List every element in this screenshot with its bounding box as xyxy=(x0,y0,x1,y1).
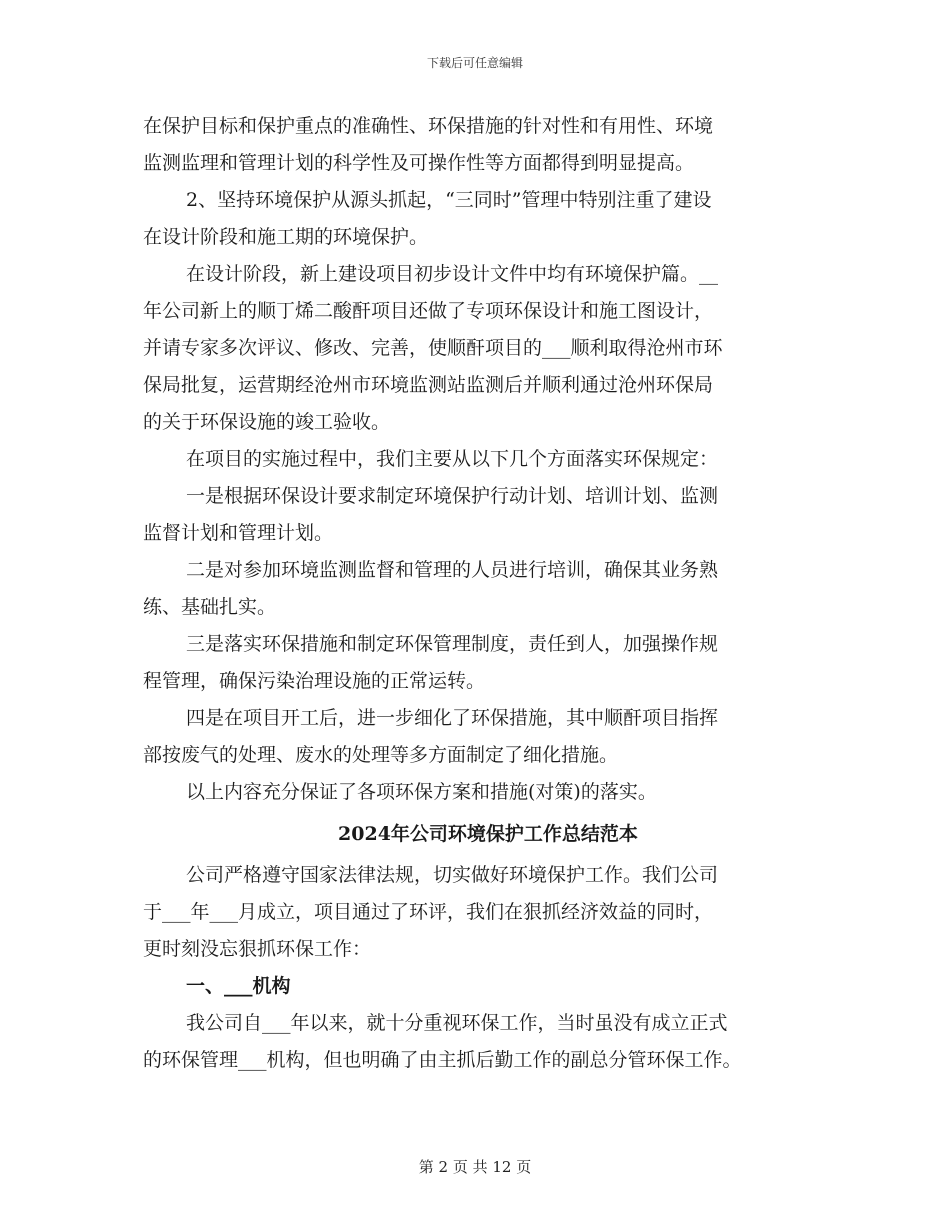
section-title: 2024年公司环境保护工作总结范本 xyxy=(338,823,638,845)
paragraph-line: 保局批复，运营期经沧州市环境监测站监测后并顺利通过沧州环保局 xyxy=(143,374,714,396)
paragraph-line: 并请专家多次评议、修改、完善，使顺酐项目的___顺利取得沧州市环 xyxy=(143,337,723,359)
paragraph-line: 于___年___月成立，项目通过了环评，我们在狠抓经济效益的同时， xyxy=(143,901,714,923)
paragraph-line: 在设计阶段和施工期的环境保护。 xyxy=(143,226,429,248)
paragraph-line: 更时刻没忘狠抓环保工作： xyxy=(143,938,372,960)
paragraph-line: 四是在项目开工后，进一步细化了环保措施，其中顺酐项目指挥 xyxy=(186,707,719,729)
header-note: 下载后可任意编辑 xyxy=(426,56,523,70)
paragraph-line: 年公司新上的顺丁烯二酸酐项目还做了专项环保设计和施工图设计， xyxy=(143,300,714,322)
page-number: 第 2 页 共 12 页 xyxy=(418,1158,532,1176)
document-body xyxy=(143,108,833,1079)
paragraph-line: 以上内容充分保证了各项环保方案和措施(对策)的落实。 xyxy=(186,781,657,803)
paragraph-line: 三是落实环保措施和制定环保管理制度，责任到人，加强操作规 xyxy=(186,633,719,655)
paragraph-line: 我公司自___年以来，就十分重视环保工作，当时虽没有成立正式 xyxy=(186,1012,728,1034)
paragraph-line: 二是对参加环境监测监督和管理的人员进行培训，确保其业务熟 xyxy=(186,559,719,581)
paragraph-line: 程管理，确保污染治理设施的正常运转。 xyxy=(143,670,486,692)
subsection-heading: 一、___机构 xyxy=(186,975,291,997)
paragraph-line: 在项目的实施过程中，我们主要从以下几个方面落实环保规定： xyxy=(186,448,719,470)
paragraph-line: 在保护目标和保护重点的准确性、环保措施的针对性和有用性、环境 xyxy=(143,115,714,137)
paragraph-line: 公司严格遵守国家法律法规，切实做好环境保护工作。我们公司 xyxy=(186,864,719,886)
paragraph-line: 一是根据环保设计要求制定环境保护行动计划、培训计划、监测 xyxy=(186,485,719,507)
paragraph-line: 监测监理和管理计划的科学性及可操作性等方面都得到明显提高。 xyxy=(143,152,695,174)
paragraph-line: 监督计划和管理计划。 xyxy=(143,522,334,544)
paragraph-line: 在设计阶段，新上建设项目初步设计文件中均有环境保护篇。__ xyxy=(186,263,719,285)
paragraph-line: 2、坚持环境保护从源头抓起，“三同时”管理中特别注重了建设 xyxy=(186,189,712,211)
paragraph-line: 部按废气的处理、废水的处理等多方面制定了细化措施。 xyxy=(143,744,619,766)
paragraph-line: 的关于环保设施的竣工验收。 xyxy=(143,411,391,433)
paragraph-line: 练、基础扎实。 xyxy=(143,596,277,618)
paragraph-line: 的环保管理___机构，但也明确了由主抓后勤工作的副总分管环保工作。 xyxy=(143,1049,742,1071)
